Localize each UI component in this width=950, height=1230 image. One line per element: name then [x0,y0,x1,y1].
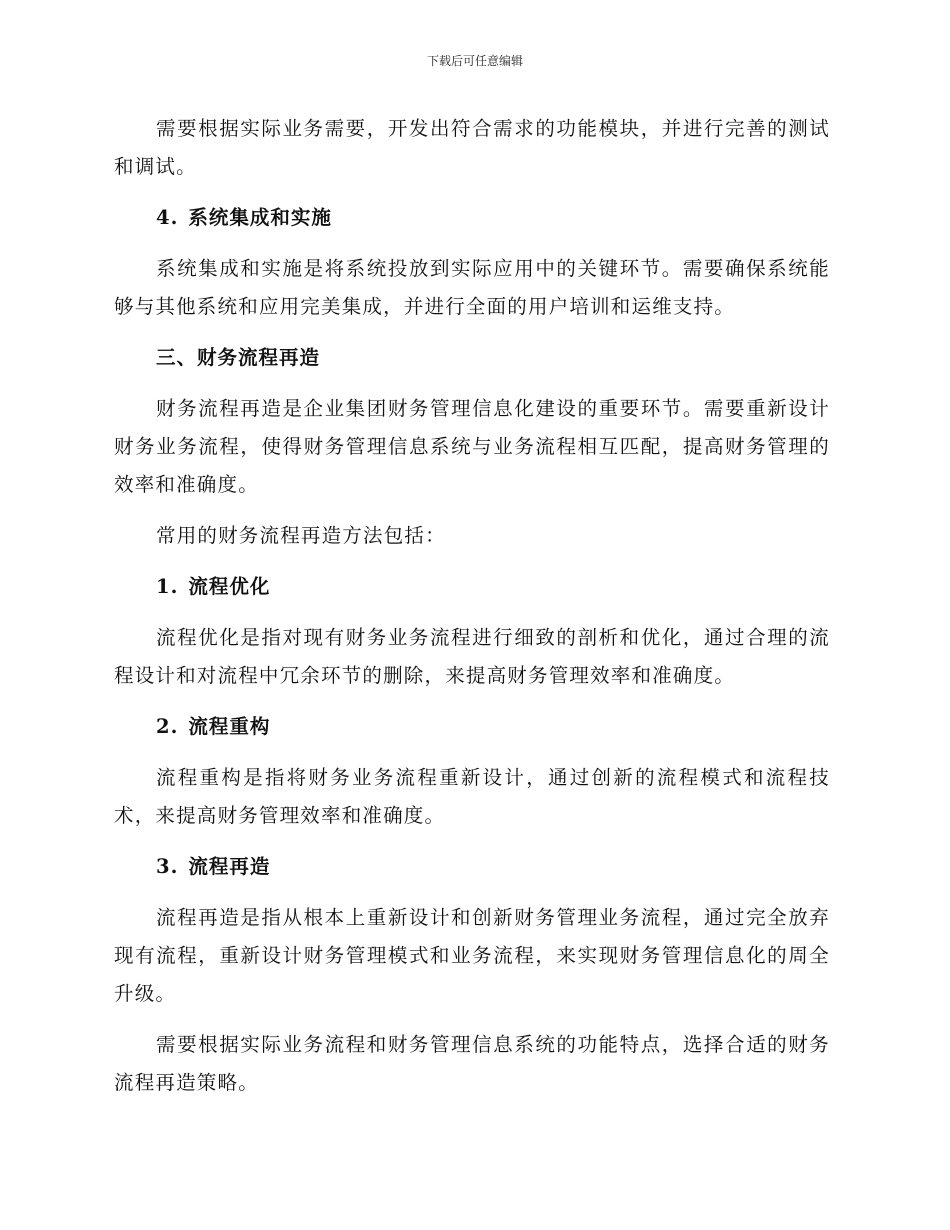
document-body [114,110,830,1115]
paragraph-module-development: 需要根据实际业务需要，开发出符合需求的功能模块，并进行完善的测试和调试。 [114,117,830,178]
heading-title: 流程重构 [188,715,271,738]
paragraph-methods-intro: 常用的财务流程再造方法包括： [156,524,446,547]
heading-title: 流程优化 [188,575,271,598]
paragraph-strategy-selection: 需要根据实际业务流程和财务管理信息系统的功能特点，选择合适的财务流程再造策略。 [114,1033,830,1094]
paragraph-process-reengineering-intro: 财务流程再造是企业集团财务管理信息化建设的重要环节。需要重新设计财务业务流程，使得财务管理信息系统与业务流程相互匹配，提高财务管理的效率和准确度。 [114,397,830,496]
heading-number: 2. [156,715,179,738]
heading-system-integration [114,199,830,237]
heading-number: 4. [156,206,179,229]
heading-process-restructuring [114,708,830,746]
heading-number: 1. [156,575,179,598]
heading-number: 3. [156,855,179,878]
paragraph-process-restructuring: 流程重构是指将财务业务流程重新设计，通过创新的流程模式和流程技术，来提高财务管理效率和准确度。 [114,766,830,827]
heading-process-reengineering [114,848,830,886]
paragraph-process-optimization: 流程优化是指对现有财务业务流程进行细致的剖析和优化，通过合理的流程设计和对流程中冗余环节的删除，来提高财务管理效率和准确度。 [114,626,830,687]
page-header: 下载后可任意编辑 [426,54,523,68]
section-heading-process-reengineering: 三、财务流程再造 [156,346,321,369]
heading-title: 流程再造 [188,855,271,878]
heading-process-optimization [114,568,830,606]
heading-title: 系统集成和实施 [188,206,332,229]
paragraph-process-reengineering: 流程再造是指从根本上重新设计和创新财务管理业务流程，通过完全放弃现有流程，重新设计财务管理模式和业务流程，来实现财务管理信息化的周全升级。 [114,906,830,1005]
paragraph-system-integration: 系统集成和实施是将系统投放到实际应用中的关键环节。需要确保系统能够与其他系统和应用完美集成，并进行全面的用户培训和运维支持。 [114,257,830,318]
